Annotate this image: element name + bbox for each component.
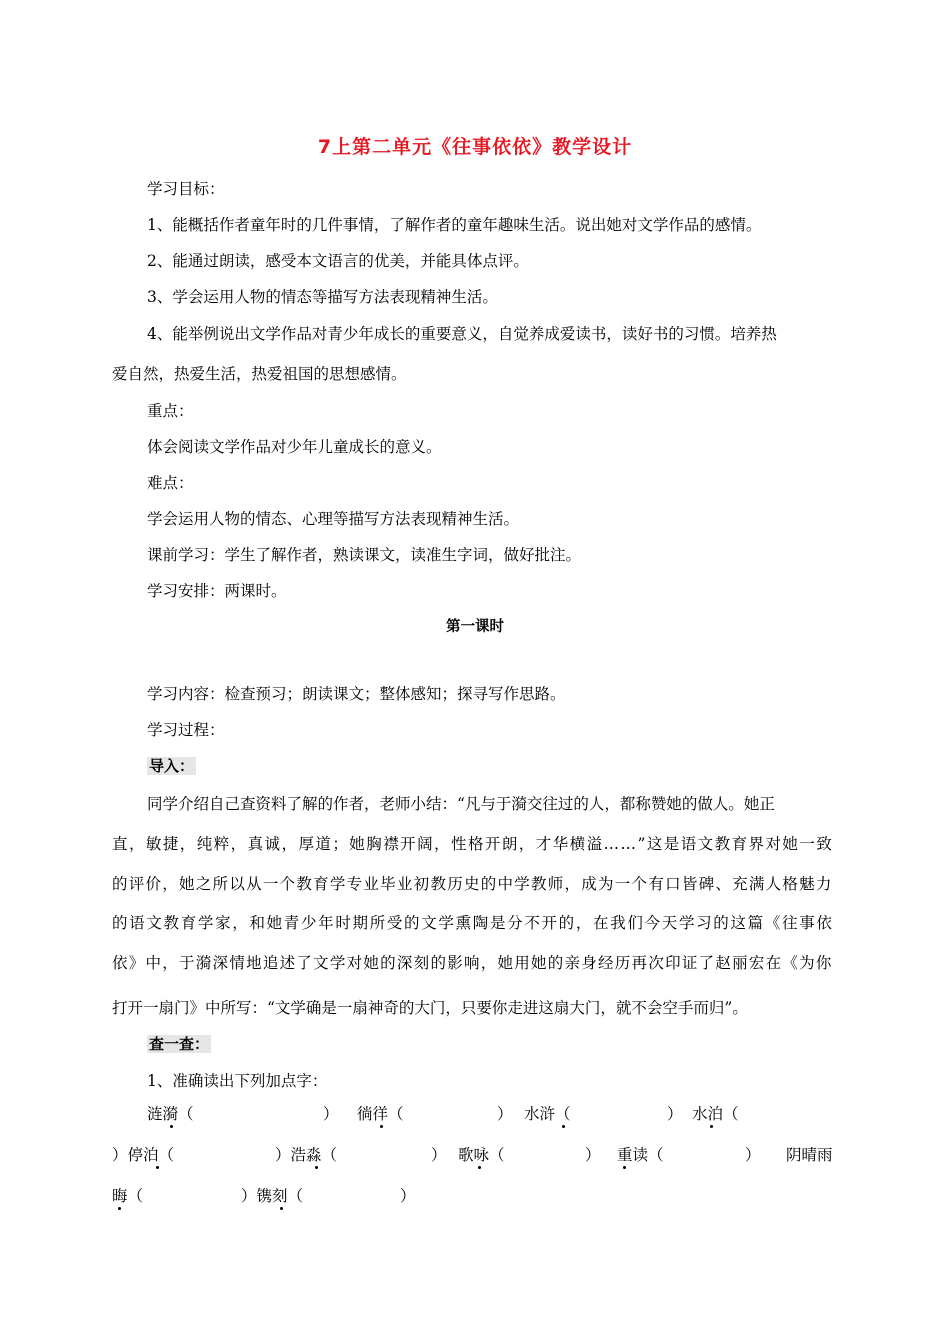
paren-close: ）	[667, 1105, 683, 1123]
word-haomiao: ）浩淼（	[275, 1146, 338, 1164]
schedule-text: 学习安排：两课时。	[147, 582, 287, 600]
word-zhongdu: 重读（	[617, 1146, 664, 1164]
word-tingbo: ）停泊（	[112, 1146, 175, 1164]
emphasis-dot	[562, 1125, 565, 1128]
emphasis-dot	[623, 1166, 626, 1169]
intro-heading	[147, 756, 196, 776]
lesson-heading: 第一课时	[446, 619, 504, 635]
key-point-text: 体会阅读文学作品对少年儿童成长的意义。	[147, 438, 442, 456]
emphasis-dot	[170, 1125, 173, 1128]
intro-line-2: 直，敏捷，纯粹，真诚，厚道；她胸襟开阔，性格开朗，才华横溢……”这是语文教育界对她一致	[112, 835, 834, 853]
word-juanke: ）镌刻（	[241, 1187, 304, 1205]
difficulty-label: 难点：	[147, 474, 194, 492]
paren-close: ）	[585, 1146, 601, 1164]
emphasis-dot	[280, 1207, 283, 1210]
process-label: 学习过程：	[147, 721, 225, 739]
word-lianyi: 涟漪（	[147, 1105, 194, 1123]
goal-item-4-cont: 爱自然，热爱生活，热爱祖国的思想感情。	[112, 365, 407, 383]
emphasis-dot	[710, 1125, 713, 1128]
paren-close: ）	[400, 1187, 416, 1205]
check-heading	[147, 1034, 211, 1054]
paren-close: ）	[745, 1146, 761, 1164]
emphasis-dot	[118, 1207, 121, 1210]
word-changyang: 徜徉（	[357, 1105, 404, 1123]
intro-line-5: 依》中，于漪深情地追述了文学对她的深刻的影响，她用她的亲身经历再次印证了赵丽宏在《为你	[112, 954, 833, 972]
difficulty-text: 学会运用人物的情态、心理等描写方法表现精神生活。	[147, 510, 520, 528]
check-heading-text: 查一查：	[149, 1035, 210, 1053]
goal-item-1: 1、能概括作者童年时的几件事情，了解作者的童年趣味生活。说出她对文学作品的感情。	[147, 216, 762, 234]
goal-item-4: 4、能举例说出文学作品对青少年成长的重要意义，自觉养成爱读书，读好书的习惯。培养热	[147, 325, 777, 343]
paren-close: ）	[323, 1105, 339, 1123]
paren-close: ）	[497, 1105, 513, 1123]
emphasis-dot	[380, 1125, 383, 1128]
goals-label: 学习目标：	[147, 180, 225, 198]
emphasis-dot	[156, 1166, 159, 1169]
preview-text: 课前学习：学生了解作者，熟读课文，读准生字词，做好批注。	[147, 546, 582, 564]
content-text: 学习内容：检查预习；朗读课文；整体感知；探寻写作思路。	[147, 685, 566, 703]
word-shuihu: 水浒（	[524, 1105, 571, 1123]
word-yinqingyu: 阴晴雨	[786, 1146, 833, 1164]
goal-item-2: 2、能通过朗读，感受本文语言的优美，并能具体点评。	[147, 252, 529, 270]
goal-item-3: 3、学会运用人物的情态等描写方法表现精神生活。	[147, 288, 498, 306]
intro-line-3: 的评价，她之所以从一个教育学专业毕业初教历史的中学教师，成为一个有口皆碑、充满人格魅力	[112, 875, 833, 893]
key-point-label: 重点：	[147, 402, 194, 420]
intro-line-4: 的语文教育学家，和她青少年时期所受的文学熏陶是分不开的，在我们今天学习的这篇《往事依	[112, 914, 834, 932]
intro-heading-text: 导入：	[149, 757, 195, 775]
intro-line-6: 打开一扇门》中所写：“文学确是一扇神奇的大门，只要你走进这扇大门，就不会空手而归”。	[112, 999, 748, 1017]
document-title: 7上第二单元《往事依依》教学设计	[317, 136, 633, 158]
exercise-title: 1、准确读出下列加点字：	[147, 1072, 328, 1090]
word-geyong: 歌咏（	[458, 1146, 505, 1164]
word-shuipo: 水泊（	[692, 1105, 739, 1123]
emphasis-dot	[478, 1166, 481, 1169]
intro-line-1: 同学介绍自己查资料了解的作者，老师小结：“凡与于漪交往过的人，都称赞她的做人。她正	[147, 795, 775, 813]
emphasis-dot	[315, 1166, 318, 1169]
word-hui: 晦（	[112, 1187, 144, 1205]
paren-close: ）	[431, 1146, 447, 1164]
